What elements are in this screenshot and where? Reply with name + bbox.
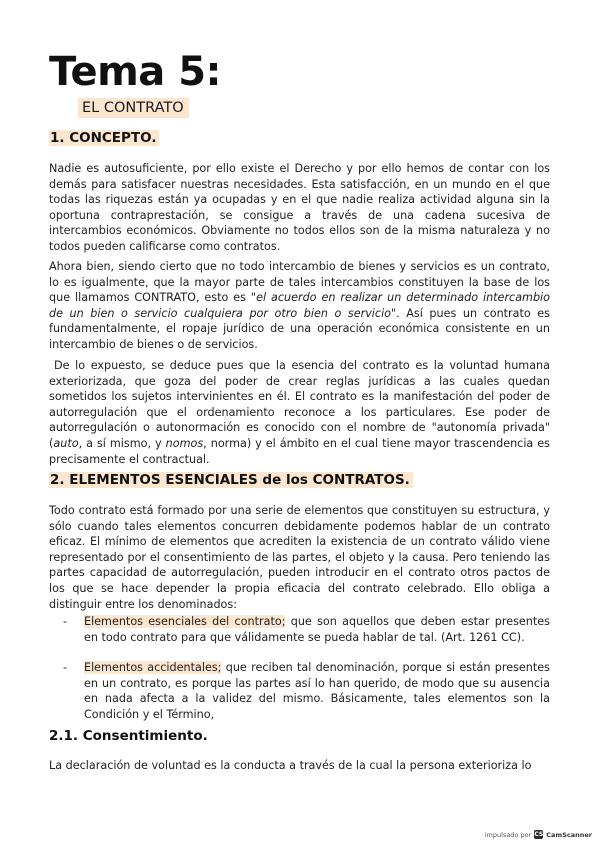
powered-by-label: impulsado por — [484, 830, 532, 839]
paragraph-concepto-1: Nadie es autosuficiente, por ello existe el Derecho y por ello hemos de contar con los demás para satisfacer nuestras necesidades. Esta satisfacción, en un mundo en el que todas las riquezas están ya ocupadas y en el que nadie realiza actividad alguna sin la oportuna contraprestación, se consigue a través de una cadena sucesiva de intercambios económicos. Obviamente no todos ellos son de la misma naturaleza y no todos pueden calificarse como contratos. — [49, 162, 550, 253]
heading-highlight: 2. ELEMENTOS ESENCIALES de los CONTRATOS. — [49, 472, 413, 488]
elements-list — [49, 660, 550, 722]
emphasis-nomos: nomos — [165, 436, 204, 450]
emphasis-auto: auto — [53, 436, 79, 450]
paragraph-text: , a sí mismo, y — [78, 436, 166, 450]
paragraph-consentimiento-1: La declaración de voluntad es la conducta a través de la cual la persona exterioriza lo — [49, 759, 532, 772]
emphasis-definition: el acuerdo en realizar un determinado intercambio de un bien o servicio cualquiera por otro bien o servicio — [49, 291, 550, 320]
section-heading-elementos — [49, 470, 413, 490]
scanner-watermark — [485, 830, 592, 839]
paragraph-text: De lo expuesto, se deduce pues que la esencia del contrato es la voluntad humana exteriorizada, que goza del poder de crear reglas jurídicas a las cuales quedan sometidos los sujetos intervinientes en él. El contrato es la manifestación del poder de autorregulación que el ordenamiento reconoce a los particulares. Ese poder de autorregulación o autonormación es conocido con el nombre de "autonomía privada" ( — [49, 359, 550, 450]
elements-list — [49, 614, 550, 645]
paragraph-text: Ahora bien, siendo cierto que no todo intercambio de bienes y servicios es un contrato, lo es igualmente, que la mayor parte de tales intercambios constituyen la base de los que llamamos CONTRATO, esto es " — [49, 260, 550, 305]
list-dash: - — [63, 615, 68, 628]
list-term: Elementos esenciales del contrato; — [84, 615, 286, 628]
paragraph-concepto-3 — [49, 358, 550, 467]
section-heading-consentimiento: 2.1. Consentimiento. — [49, 728, 208, 744]
section-heading-concepto — [49, 128, 159, 148]
paragraph-text: ". Así pues un contrato es fundamentalmente, el ropaje jurídico de una operación económica consistente en un intercambio de bienes o de servicios. — [49, 306, 551, 351]
list-text: que reciben tal denominación, porque si están presentes en un contrato, es porque las partes así lo han querido, de modo que su ausencia en nada afecta a la validez del mismo. Básicamente, tales elementos son la Condición y el Término, — [84, 661, 550, 721]
page-title: Tema 5: — [49, 49, 222, 95]
list-item — [49, 614, 550, 645]
camscanner-brand: CamScanner — [546, 830, 592, 839]
list-item — [49, 660, 550, 722]
list-dash: - — [63, 661, 68, 674]
list-term: Elementos accidentales; — [84, 661, 222, 674]
list-text: que son aquellos que deben estar presentes en todo contrato para que válidamente se pueda hablar de tal. (Art. 1261 CC). — [84, 615, 550, 644]
paragraph-text: , norma) y el ámbito en el cual tiene mayor trascendencia es precisamente el contractual. — [49, 436, 550, 466]
camscanner-icon: CS — [534, 831, 544, 838]
page-subtitle: EL CONTRATO — [78, 98, 189, 118]
heading-highlight: 1. CONCEPTO. — [49, 130, 159, 146]
paragraph-concepto-2 — [49, 259, 550, 353]
paragraph-elementos-1: Todo contrato está formado por una serie de elementos que constituyen su estructura, y sólo cuando tales elementos concurren debidamente podemos hablar de un contrato eficaz. El mínimo de elementos que acrediten la existencia de un contrato válido viene representado por el consentimiento de las partes, el objeto y la causa. Pero teniendo las partes capacidad de autorregulación, pueden introducir en el contrato otros pactos de los que se hace depender la propia eficacia del contrato celebrado. Ello obliga a distinguir entre los denominados: — [49, 504, 550, 611]
